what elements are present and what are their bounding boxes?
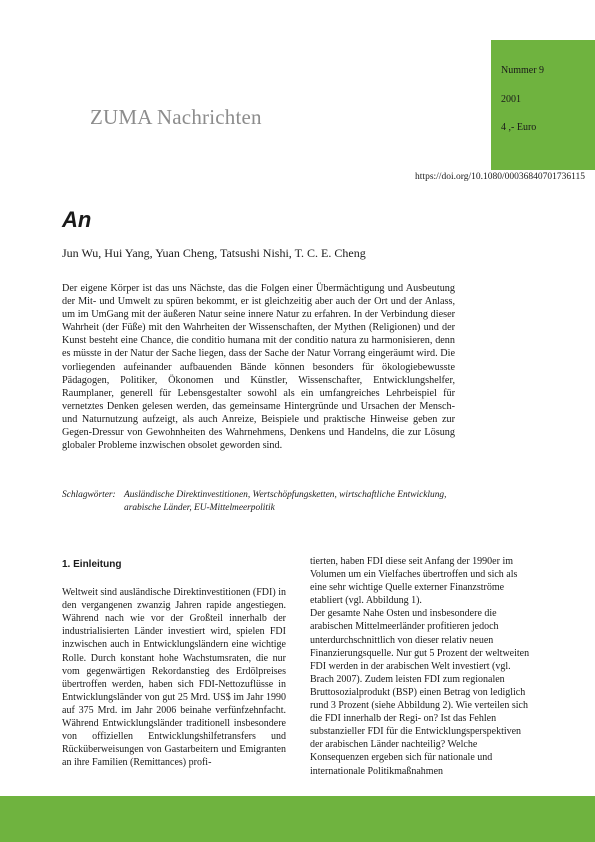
right-column-paragraph-1: tierten, haben FDI diese seit Anfang der 1990er im Volumen um ein Vielfaches übertroffen und sich als eine sehr wichtige Quelle externer Finanzströme etabliert (vgl. Abbildung 1). (310, 556, 518, 607)
issue-year: 2001 (501, 94, 521, 105)
doi-link[interactable]: https://doi.org/10.1080/00036840701736115 (415, 172, 585, 182)
right-column-paragraph-2: Der gesamte Nahe Osten und insbesondere die arabischen Mittelmeerländer profitieren jedoch unterdurchschnittlich von dieser relativ neuen Finanzierungsquelle. Nur gut 5 Prozent der weltweiten FDI werden in der arabischen Welt investiert (vgl. Brach 2007). Zudem leisten FDI zum regionalen Bruttosozialprodukt (BSP) einen Betrag von lediglich rund 3 Prozent (siehe Abbildung 2). Wie verteilen sich die FDI innerhalb der Regi- on? Ist das Fehlen substanzieller FDI für die Entwicklungsperspektiven der arabischen Länder nachteilig? Welche Konsequenzen ergeben sich für nationale und internationale Politikmaßnahmen (310, 608, 530, 777)
footer-bar (0, 796, 595, 842)
masthead-title: ZUMA Nachrichten (90, 105, 262, 129)
article-authors: Jun Wu, Hui Yang, Yuan Cheng, Tatsushi Nishi, T. C. E. Cheng (62, 246, 366, 260)
section-heading: 1. Einleitung (62, 559, 122, 570)
issue-info-box (491, 40, 595, 170)
top-margin (0, 0, 595, 40)
left-column (62, 555, 286, 769)
keywords-label: Schlagwörter: (62, 490, 116, 500)
keywords-text: Ausländische Direktinvestitionen, Wertschöpfungsketten, wirtschaftliche Entwicklung, arabische Länder, EU-Mittelmeerpolitik (124, 490, 447, 513)
article-title: An (62, 207, 92, 232)
issue-number: Nummer 9 (501, 65, 545, 76)
issue-price: 4 ,- Euro (501, 122, 537, 133)
right-column (310, 555, 534, 778)
article-abstract: Der eigene Körper ist das uns Nächste, das die Folgen einer Übermächtigung und Ausbeutung der Mit- und Umwelt zu spüren bekommt, er ist gleichzeitig aber auch der Ort und der Anlass, um im UmGang mit der äußeren Natur seine innere Natur zu erfahren. In der Verbindung dieser Wahrheit (der Füße) mit den Wahrheiten der Wissenschaften, der Mythen (Religionen) und der Kunst besteht eine Chance, die conditio humana mit der conditio natura zu harmonisieren, denn es müsste in der Natur der Sache liegen, dass der Sache der Natur Vorrang eingeräumt wird. Die vorliegenden aufeinander aufbauenden Bände können besonders für ökologiebewusste Pädagogen, Politiker, Ökonomen und Künstler, Wissenschafter, Entwicklungshelfer, Raumplaner, generell für Lebensgestalter sowohl als ein umfangreiches Lehrbeispiel für vernetztes Denken gelesen werden, das gemeinsame Hintergründe und Ursachen der Mensch- und Naturnutzung aufzeigt, als auch Anreize, Beispiele und praktische Hinweise geben zur Gegen-Dressur von Gewohnheiten des Wahrnehmens, Denkens und Handelns, die zur Lösung globaler Probleme inzwischen obsolet geworden sind. (62, 283, 455, 452)
left-column-paragraph: Weltweit sind ausländische Direktinvestitionen (FDI) in den vergangenen zwanzig Jahren rapide angestiegen. Während nach wie vor der Großteil innerhalb der industrialisierten Länder investiert wird, spielen FDI inzwischen auch in Entwicklungsländern eine wichtige Rolle. Durch konstant hohe Wachstumsraten, die nur vom gegenwärtigen Rekordanstieg des Erdölpreises übertroffen werden, haben sich FDI-Nettozuflüsse in Entwicklungsländer von gut 25 Mrd. US$ im Jahr 1990 auf 375 Mrd. im Jahr 2006 beinahe verfünfzehnfacht. Während Entwicklungsländer traditionell insbesondere von offiziellen Entwicklungshilfetransfers und Rücküberweisungen von Gastarbeitern und Emigranten an ihre Familien (Remittances) profi- (62, 587, 286, 769)
